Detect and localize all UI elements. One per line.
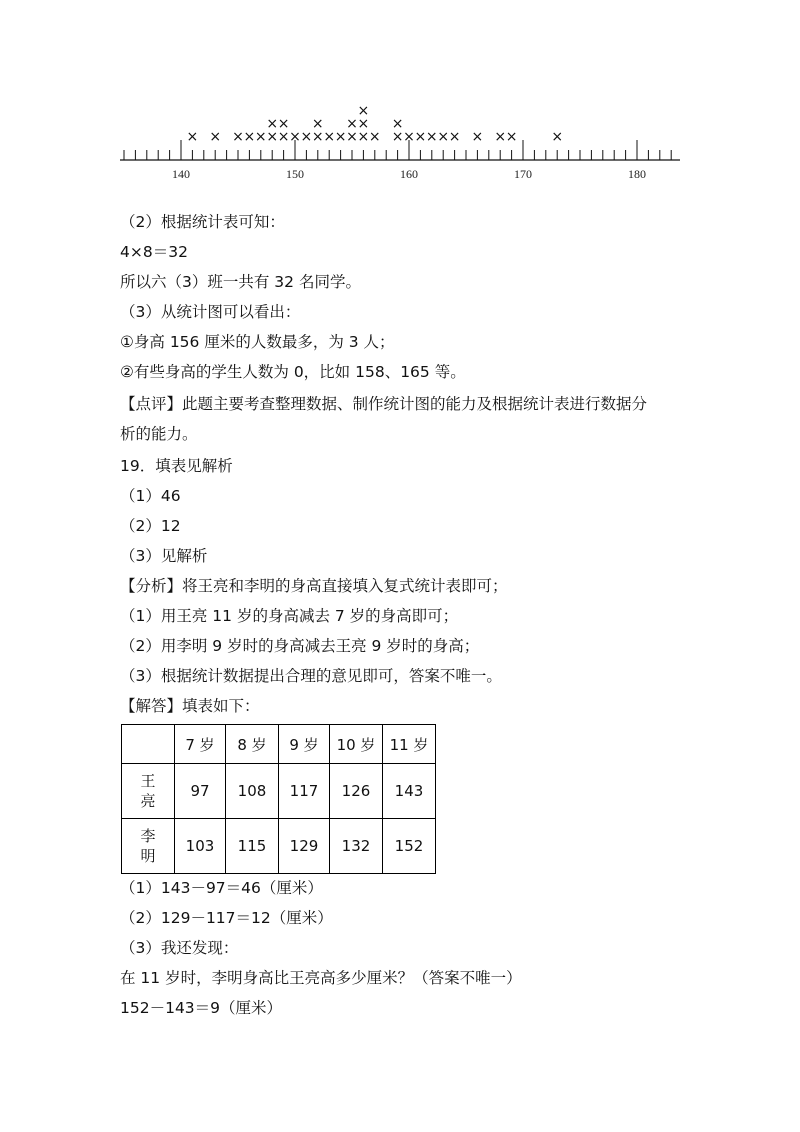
row-name-char-2: 明 [140,847,156,865]
x-mark: × [357,103,370,119]
x-mark: × [289,129,301,145]
table-cell: 143 [383,764,436,819]
x-mark: × [346,129,358,145]
header-age-7: 7 岁 [175,725,226,764]
line-13: 【分析】将王亮和李明的身高直接填入复式统计表即可； [120,577,508,595]
table-cell: 132 [330,819,383,874]
x-mark: × [266,129,279,145]
line-17: 【解答】填表如下： [120,697,260,715]
table-corner-cell [122,725,175,764]
tick-label: 170 [514,167,532,181]
line-8: 析的能力。 [120,425,198,443]
x-mark: × [334,129,347,145]
after-line-2: （2）129－117＝12（厘米） [120,909,333,927]
x-mark: × [551,129,564,145]
header-age-9: 9 岁 [279,725,330,764]
table-row-li-ming [122,819,436,874]
table-cell: 103 [175,819,226,874]
after-line-3: （3）我还发现： [120,939,239,957]
line-5: ①身高 156 厘米的人数最多，为 3 人； [120,333,395,351]
x-mark: × [186,129,199,145]
table-cell: 115 [226,819,279,874]
line-6: ②有些身高的学生人数为 0，比如 158、165 等。 [120,363,466,381]
line-4: （3）从统计图可以看出： [120,303,301,321]
line-12: （3）见解析 [120,547,208,565]
header-age-10: 10 岁 [330,725,383,764]
row-name-char-1: 李 [140,827,156,845]
x-mark: × [277,129,290,145]
row-name-li-ming [122,819,175,874]
x-mark: × [403,129,415,145]
height-dot-plot [0,0,800,200]
x-mark: × [391,129,404,145]
x-mark: × [494,129,507,145]
x-mark: × [368,129,381,145]
line-16: （3）根据统计数据提出合理的意见即可，答案不唯一。 [120,667,502,685]
row-name-char-1: 王 [140,772,156,790]
row-name-wang-liang [122,764,175,819]
x-mark: × [311,129,324,145]
x-mark: × [471,129,484,145]
table-header-row [122,725,436,764]
x-mark: × [391,116,404,132]
tick-label: 180 [628,167,646,181]
x-mark: × [414,129,427,145]
row-name-char-2: 亮 [140,792,156,810]
x-mark: × [346,116,358,132]
x-mark: × [311,116,324,132]
tick-label: 150 [286,167,304,181]
line-15: （2）用李明 9 岁时的身高减去王亮 9 岁时的身高； [120,637,480,655]
axis-tick-labels [172,167,646,181]
after-line-1: （1）143－97＝46（厘米） [120,879,323,897]
x-mark: × [437,129,450,145]
x-mark: × [425,129,438,145]
x-mark: × [300,129,313,145]
table-cell: 97 [175,764,226,819]
table-cell: 117 [279,764,330,819]
x-mark: × [357,116,370,132]
header-age-8: 8 岁 [226,725,279,764]
x-mark: × [266,116,279,132]
after-line-4: 在 11 岁时，李明身高比王亮高多少厘米？（答案不唯一） [120,969,522,987]
x-mark: × [243,129,256,145]
x-mark: × [209,129,222,145]
data-marks [187,103,564,145]
line-11: （2）12 [120,517,181,535]
line-10: （1）46 [120,487,181,505]
line-2: 4×8＝32 [120,243,188,261]
height-table [121,724,436,874]
x-mark: × [232,129,244,145]
x-mark: × [505,129,518,145]
line-1: （2）根据统计表可知： [120,213,285,231]
table-cell: 129 [279,819,330,874]
x-mark: × [277,116,290,132]
tick-label: 140 [172,167,190,181]
line-14: （1）用王亮 11 岁的身高减去 7 岁的身高即可； [120,607,459,625]
line-9: 19．填表见解析 [120,457,233,475]
x-mark: × [448,129,461,145]
line-7: 【点评】此题主要考查整理数据、制作统计图的能力及根据统计表进行数据分 [120,395,648,413]
tick-label: 160 [400,167,418,181]
table-row-wang-liang [122,764,436,819]
table-cell: 108 [226,764,279,819]
x-mark: × [254,129,267,145]
x-mark: × [323,129,336,145]
x-mark: × [357,129,370,145]
after-line-5: 152－143＝9（厘米） [120,999,283,1017]
table-cell: 152 [383,819,436,874]
table-cell: 126 [330,764,383,819]
header-age-11: 11 岁 [383,725,436,764]
line-3: 所以六（3）班一共有 32 名同学。 [120,273,361,291]
